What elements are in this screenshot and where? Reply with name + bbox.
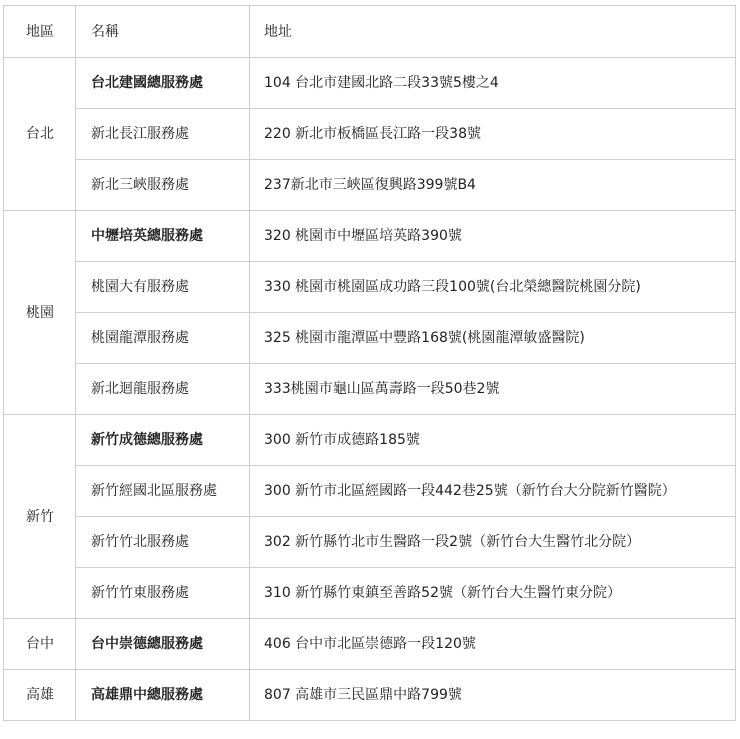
table-row (4, 415, 736, 466)
region-cell: 高雄 (4, 670, 76, 721)
office-name-cell: 新竹經國北區服務處 (76, 466, 250, 517)
office-name-cell: 新竹成德總服務處 (76, 415, 250, 466)
office-address-cell: 300 新竹市成德路185號 (250, 415, 736, 466)
header-region: 地區 (4, 6, 76, 58)
table-row (4, 619, 736, 670)
office-address-cell: 302 新竹縣竹北市生醫路一段2號（新竹台大生醫竹北分院） (250, 517, 736, 568)
table-header (4, 6, 736, 58)
header-address: 地址 (250, 6, 736, 58)
table-row (4, 568, 736, 619)
office-name-cell: 桃園大有服務處 (76, 262, 250, 313)
office-address-cell: 237新北市三峽區復興路399號B4 (250, 160, 736, 211)
table-row (4, 313, 736, 364)
table-row (4, 466, 736, 517)
table-row (4, 58, 736, 109)
table-row (4, 364, 736, 415)
office-address-cell: 807 高雄市三民區鼎中路799號 (250, 670, 736, 721)
table-row (4, 262, 736, 313)
office-name-cell: 新北長江服務處 (76, 109, 250, 160)
office-name-cell: 台中崇德總服務處 (76, 619, 250, 670)
office-address-cell: 310 新竹縣竹東鎮至善路52號（新竹台大生醫竹東分院） (250, 568, 736, 619)
office-name-cell: 台北建國總服務處 (76, 58, 250, 109)
table-row (4, 211, 736, 262)
office-name-cell: 新竹竹東服務處 (76, 568, 250, 619)
table-row (4, 160, 736, 211)
office-address-cell: 333桃園市龜山區萬壽路一段50巷2號 (250, 364, 736, 415)
header-row (4, 6, 736, 58)
office-address-cell: 325 桃園市龍潭區中豐路168號(桃園龍潭敏盛醫院) (250, 313, 736, 364)
table-row (4, 517, 736, 568)
region-cell: 桃園 (4, 211, 76, 415)
office-address-cell: 300 新竹市北區經國路一段442巷25號（新竹台大分院新竹醫院） (250, 466, 736, 517)
region-cell: 新竹 (4, 415, 76, 619)
office-address-cell: 320 桃園市中壢區培英路390號 (250, 211, 736, 262)
table-row (4, 109, 736, 160)
table-body (4, 58, 736, 721)
office-address-cell: 104 台北市建國北路二段33號5樓之4 (250, 58, 736, 109)
table-row (4, 670, 736, 721)
office-name-cell: 新竹竹北服務處 (76, 517, 250, 568)
office-name-cell: 新北迴龍服務處 (76, 364, 250, 415)
office-address-cell: 406 台中市北區崇德路一段120號 (250, 619, 736, 670)
region-cell: 台北 (4, 58, 76, 211)
office-name-cell: 高雄鼎中總服務處 (76, 670, 250, 721)
office-name-cell: 中壢培英總服務處 (76, 211, 250, 262)
office-address-cell: 330 桃園市桃園區成功路三段100號(台北榮總醫院桃園分院) (250, 262, 736, 313)
header-name: 名稱 (76, 6, 250, 58)
service-office-table (3, 5, 736, 721)
region-cell: 台中 (4, 619, 76, 670)
office-name-cell: 新北三峽服務處 (76, 160, 250, 211)
office-name-cell: 桃園龍潭服務處 (76, 313, 250, 364)
office-address-cell: 220 新北市板橋區長江路一段38號 (250, 109, 736, 160)
